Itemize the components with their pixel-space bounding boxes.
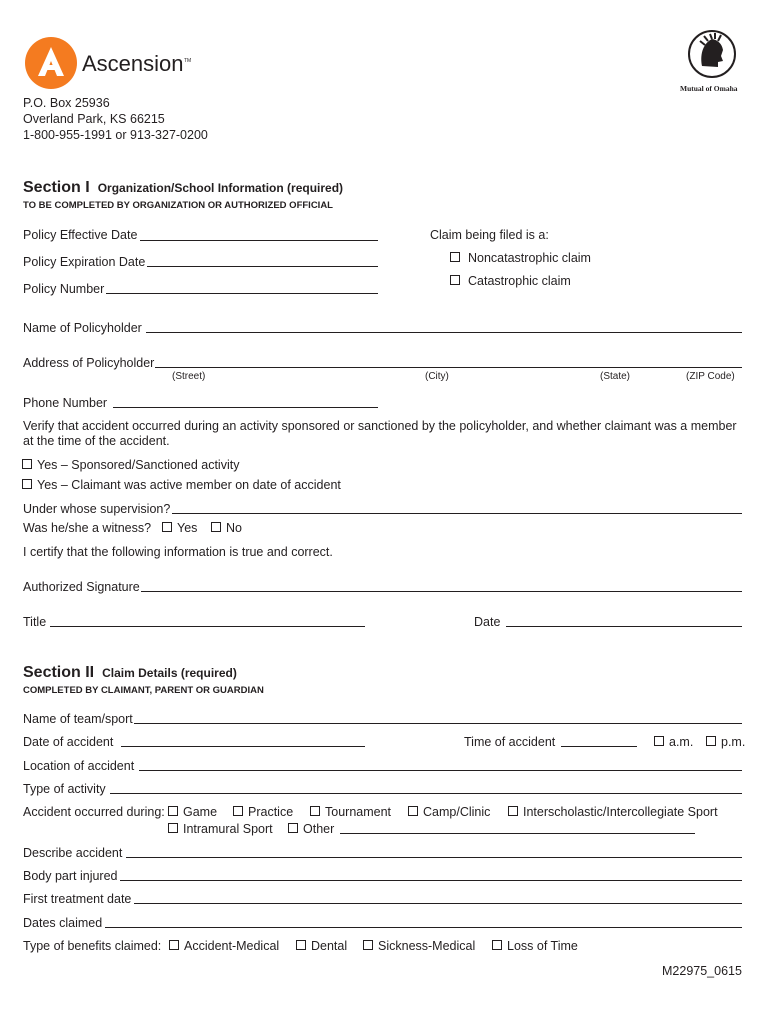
address-street-caption: (Street)	[172, 371, 206, 382]
supervision-field[interactable]	[172, 513, 742, 514]
ascension-logo-icon	[24, 36, 78, 90]
policyholder-address-field[interactable]	[155, 367, 742, 368]
noncatastrophic-checkbox[interactable]	[450, 252, 460, 262]
sickness-medical-checkbox[interactable]	[363, 940, 373, 950]
address-state-caption: (State)	[600, 371, 631, 382]
dental-checkbox[interactable]	[296, 940, 306, 950]
address-line-3: 1-800-955-1991 or 913-327-0200	[23, 128, 208, 142]
practice-label: Practice	[248, 805, 294, 819]
dates-claimed-field[interactable]	[105, 927, 742, 928]
interscholastic-label: Interscholastic/Intercollegiate Sport	[523, 805, 718, 819]
occurred-label: Accident occurred during:	[23, 805, 165, 819]
witness-label: Was he/she a witness?	[23, 521, 152, 535]
activity-type-label: Type of activity	[23, 782, 106, 796]
intramural-label: Intramural Sport	[183, 822, 273, 836]
accident-medical-label: Accident-Medical	[184, 939, 280, 953]
indian-head-icon	[688, 30, 736, 78]
accident-medical-checkbox[interactable]	[169, 940, 179, 950]
active-member-label: Yes – Claimant was active member on date of accident	[37, 478, 341, 492]
other-field[interactable]	[340, 833, 695, 834]
form-code: M22975_0615	[662, 964, 742, 978]
activity-type-field[interactable]	[110, 793, 742, 794]
dental-label: Dental	[311, 939, 348, 953]
date-label: Date	[474, 615, 501, 629]
section-2-note: COMPLETED BY CLAIMANT, PARENT OR GUARDIAN	[23, 685, 264, 696]
certify-text: I certify that the following information is true and correct.	[23, 545, 333, 559]
am-checkbox[interactable]	[654, 736, 664, 746]
active-member-checkbox[interactable]	[22, 479, 32, 489]
sponsored-label: Yes – Sponsored/Sanctioned activity	[37, 458, 240, 472]
location-label: Location of accident	[23, 759, 135, 773]
sponsored-checkbox[interactable]	[22, 459, 32, 469]
camp-clinic-checkbox[interactable]	[408, 806, 418, 816]
date-accident-label: Date of accident	[23, 735, 114, 749]
first-treatment-field[interactable]	[134, 903, 742, 904]
loss-of-time-label: Loss of Time	[507, 939, 578, 953]
address-city-caption: (City)	[425, 371, 449, 382]
verify-text-1: Verify that accident occurred during an activity sponsored or sanctioned by the policyholder, and whether claimant was a member	[23, 419, 737, 433]
phone-field[interactable]	[113, 407, 378, 408]
time-accident-label: Time of accident	[464, 735, 556, 749]
section-1-subtitle: Organization/School Information (required)	[97, 181, 344, 195]
address-line-2: Overland Park, KS 66215	[23, 112, 165, 126]
verify-text-2: at the time of the accident.	[23, 434, 170, 448]
date-field[interactable]	[506, 626, 742, 627]
policy-number-label: Policy Number	[23, 282, 105, 296]
section-2-subtitle: Claim Details (required)	[102, 666, 237, 680]
section-1-title-text: Section I	[23, 179, 90, 196]
section-2-title	[23, 664, 237, 682]
game-label: Game	[183, 805, 218, 819]
sickness-medical-label: Sickness-Medical	[378, 939, 476, 953]
body-part-label: Body part injured	[23, 869, 118, 883]
other-checkbox[interactable]	[288, 823, 298, 833]
section-2-title-text: Section II	[23, 664, 95, 681]
catastrophic-label: Catastrophic claim	[468, 274, 571, 288]
witness-yes-checkbox[interactable]	[162, 522, 172, 532]
policyholder-name-field[interactable]	[146, 332, 742, 333]
body-part-field[interactable]	[120, 880, 742, 881]
address-line-1: P.O. Box 25936	[23, 96, 110, 110]
describe-field[interactable]	[126, 857, 742, 858]
section-1-title	[23, 179, 343, 197]
first-treatment-label: First treatment date	[23, 892, 132, 906]
pm-label: p.m.	[721, 735, 746, 749]
interscholastic-checkbox[interactable]	[508, 806, 518, 816]
camp-clinic-label: Camp/Clinic	[423, 805, 491, 819]
describe-label: Describe accident	[23, 846, 123, 860]
tournament-checkbox[interactable]	[310, 806, 320, 816]
pm-checkbox[interactable]	[706, 736, 716, 746]
tournament-label: Tournament	[325, 805, 392, 819]
signature-field[interactable]	[141, 591, 742, 592]
signature-label: Authorized Signature	[23, 580, 140, 594]
dates-claimed-label: Dates claimed	[23, 916, 103, 930]
witness-yes-label: Yes	[177, 521, 198, 535]
brand-tm: TM	[184, 58, 192, 64]
brand-name: Ascension	[82, 51, 184, 76]
section-1-note: TO BE COMPLETED BY ORGANIZATION OR AUTHORIZED OFFICIAL	[23, 200, 333, 211]
policy-number-field[interactable]	[106, 293, 378, 294]
game-checkbox[interactable]	[168, 806, 178, 816]
benefits-label: Type of benefits claimed:	[23, 939, 162, 953]
address-zip-caption: (ZIP Code)	[686, 371, 735, 382]
mutual-of-omaha-logo	[678, 30, 746, 96]
time-accident-field[interactable]	[561, 746, 637, 747]
policyholder-address-label: Address of Policyholder	[23, 356, 155, 370]
policy-expiration-label: Policy Expiration Date	[23, 255, 146, 269]
intramural-checkbox[interactable]	[168, 823, 178, 833]
other-label: Other	[303, 822, 335, 836]
practice-checkbox[interactable]	[233, 806, 243, 816]
loss-of-time-checkbox[interactable]	[492, 940, 502, 950]
team-label: Name of team/sport	[23, 712, 133, 726]
phone-label: Phone Number	[23, 396, 108, 410]
claim-type-label: Claim being filed is a:	[430, 228, 549, 242]
policy-effective-field[interactable]	[140, 240, 378, 241]
witness-no-checkbox[interactable]	[211, 522, 221, 532]
policy-effective-label: Policy Effective Date	[23, 228, 138, 242]
witness-no-label: No	[226, 521, 242, 535]
policyholder-name-label: Name of Policyholder	[23, 321, 142, 335]
location-field[interactable]	[139, 770, 742, 771]
noncatastrophic-label: Noncatastrophic claim	[468, 251, 591, 265]
date-accident-field[interactable]	[121, 746, 365, 747]
partner-logo-text: Mutual of Omaha	[680, 84, 738, 93]
ascension-logo	[24, 36, 204, 90]
supervision-label: Under whose supervision?	[23, 502, 171, 516]
catastrophic-checkbox[interactable]	[450, 275, 460, 285]
policy-expiration-field[interactable]	[147, 266, 378, 267]
am-label: a.m.	[669, 735, 694, 749]
title-label: Title	[23, 615, 47, 629]
team-field[interactable]	[134, 723, 742, 724]
title-field[interactable]	[50, 626, 365, 627]
